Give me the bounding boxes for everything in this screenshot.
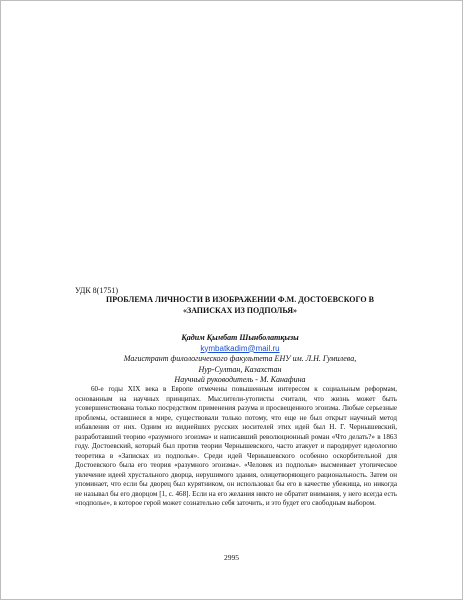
author-affiliation: Магистрант филологического факультета ЕНУ им. Л.Н. Гумилева, xyxy=(123,354,357,363)
page-number: 2995 xyxy=(224,553,239,562)
author-city: Нур-Султан, Казахстан xyxy=(198,364,282,374)
udk-code: УДК 8(1751) xyxy=(75,286,118,295)
scientific-supervisor: Научный руководитель - М. Канафина xyxy=(174,375,306,384)
article-title-line-1: ПРОБЛЕМА ЛИЧНОСТИ В ИЗОБРАЖЕНИИ Ф.М. ДОСТОЕВСКОГО В xyxy=(106,295,374,304)
author-block xyxy=(90,333,390,386)
author-email-link[interactable]: kymbatkadim@mail.ru xyxy=(200,343,280,353)
article-title xyxy=(80,295,400,316)
article-title-line-2: «ЗАПИСКАХ ИЗ ПОДПОЛЬЯ» xyxy=(182,305,298,315)
body-paragraph: 60-е годы XIX века в Европе отмечены повышенным интересом к социальным реформам, основанным на научных принципах. Мыслители-утописты считали, что жизнь может быть усовершенствована только посредством применения разума и просвещенного эгоизма. Любые серьезные проблемы, оставшиеся в мире, существовали только потому, что еще не был открыт научный метод избавления от них. Одним из виднейших русских носителей этих идей был Н. Г. Чернышевский, разработавший теорию «разумного эгоизма» и написавший революционный роман «Что делать?» в 1863 году. Достоевский, который был против теории Чернышевского, часто атакует и пародирует идеологию теоретика в «Записках из подполья». Среди идей Чернышевского особенно оскорбительной для Достоевского была его теория «разумного эгоизма». «Человек из подполья» высмеивает утопическое увлечение идеей хрустального дворца, нерушимого здания, олицетворяющего рациональность. Затем он упоминает, что если бы дворец был курятником, он использовал бы его в качестве убежища, но никогда не называл бы его дворцом [1, с. 468]. Если на его желания никто не обратит внимания, у него всегда есть «подполье», в которое герой может сознательно себя заточить, и это будет его свободным выбором. xyxy=(75,385,397,507)
author-name: Қадим Қымбат Шынболатқызы xyxy=(181,333,299,342)
